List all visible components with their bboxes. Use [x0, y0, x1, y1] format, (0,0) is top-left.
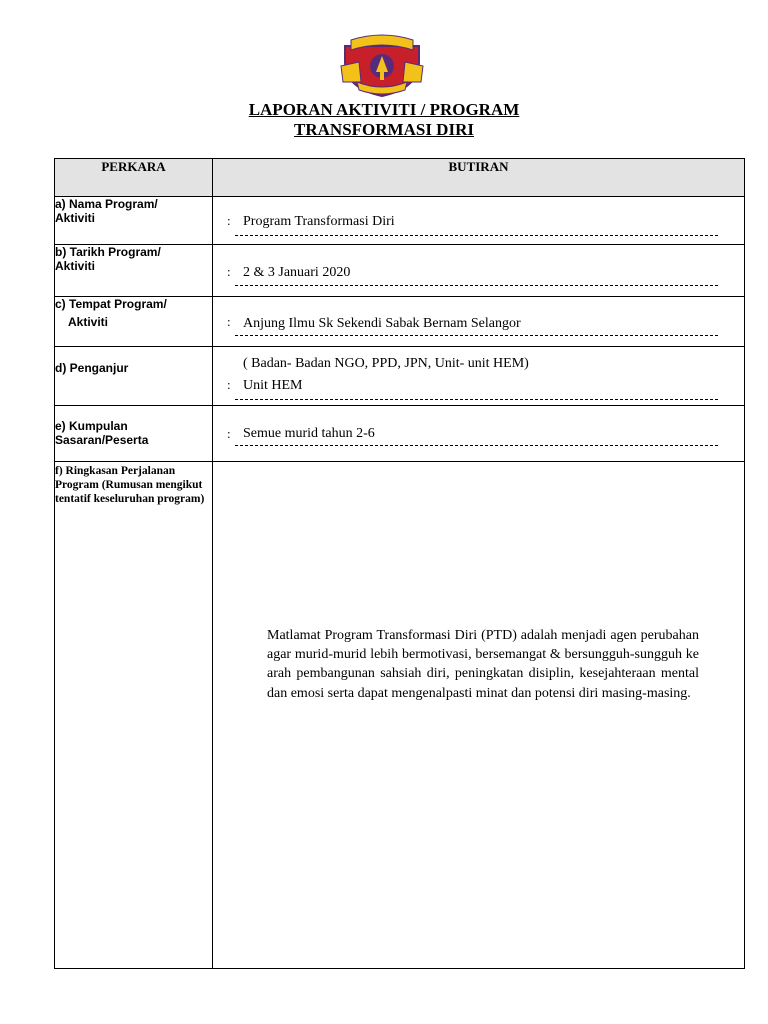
value-text: Anjung Ilmu Sk Sekendi Sabak Bernam Selangor [243, 316, 521, 331]
label-line: Aktiviti [55, 259, 96, 273]
table-row [55, 462, 745, 969]
colon: : [227, 264, 231, 279]
label-line: Aktiviti [55, 211, 96, 225]
dotted-line [235, 399, 718, 400]
colon: : [227, 213, 231, 228]
dotted-line [235, 445, 718, 446]
dotted-line [235, 335, 718, 336]
row-value-nama-program [213, 197, 745, 245]
dotted-line [235, 285, 718, 286]
colon: : [227, 377, 231, 392]
row-label-ringkasan: f) Ringkasan Perjalanan Program (Rumusan mengikut tentatif keseluruhan program) [55, 462, 213, 969]
table-header-row [55, 159, 745, 197]
value-text: Program Transformasi Diri [243, 214, 395, 229]
row-value-ringkasan [213, 462, 745, 969]
label-line: b) Tarikh Program/ [55, 245, 161, 259]
penganjur-hint: ( Badan- Badan NGO, PPD, JPN, Unit- unit HEM) [243, 356, 529, 371]
table-row [55, 197, 745, 245]
label-line: e) Kumpulan [55, 419, 128, 433]
dotted-line [235, 235, 718, 236]
value-text: Semue murid tahun 2-6 [243, 426, 375, 441]
label-line: d) Penganjur [55, 361, 129, 375]
row-label-tarikh-program [55, 245, 213, 297]
school-logo [339, 32, 425, 98]
label-line: a) Nama Program/ [55, 197, 158, 211]
row-label-kumpulan-sasaran [55, 406, 213, 462]
value-text: Unit HEM [243, 378, 303, 393]
column-header-butiran: BUTIRAN [213, 159, 745, 197]
school-crest-icon [339, 32, 425, 98]
label-line: c) Tempat Program/ [55, 297, 167, 311]
row-value-penganjur [213, 347, 745, 406]
table-row [55, 347, 745, 406]
value-text: 2 & 3 Januari 2020 [243, 265, 351, 280]
row-label-nama-program [55, 197, 213, 245]
label-line: Sasaran/Peserta [55, 433, 149, 447]
report-title-line1: LAPORAN AKTIVITI / PROGRAM [248, 100, 520, 119]
colon: : [227, 314, 231, 329]
report-table [54, 158, 745, 969]
row-label-penganjur [55, 347, 213, 406]
row-value-tarikh-program [213, 245, 745, 297]
report-title-line2: TRANSFORMASI DIRI [294, 120, 474, 139]
summary-paragraph: Matlamat Program Transformasi Diri (PTD) adalah menjadi agen perubahan agar murid-murid lebih bermotivasi, bersemangat & bersungguh-sungguh ke arah pembangunan sahsiah diri, peningkatan disiplin, kesejahteraan mental dan emosi serta dapat mengenalpasti minat dan potensi diri masing-masing. [267, 628, 699, 701]
row-value-kumpulan-sasaran [213, 406, 745, 462]
table-row [55, 297, 745, 347]
table-row [55, 245, 745, 297]
row-label-tempat-program [55, 297, 213, 347]
column-header-perkara: PERKARA [55, 159, 213, 197]
colon: : [227, 426, 231, 441]
row-value-tempat-program [213, 297, 745, 347]
table-row [55, 406, 745, 462]
label-line: Aktiviti [68, 315, 109, 329]
